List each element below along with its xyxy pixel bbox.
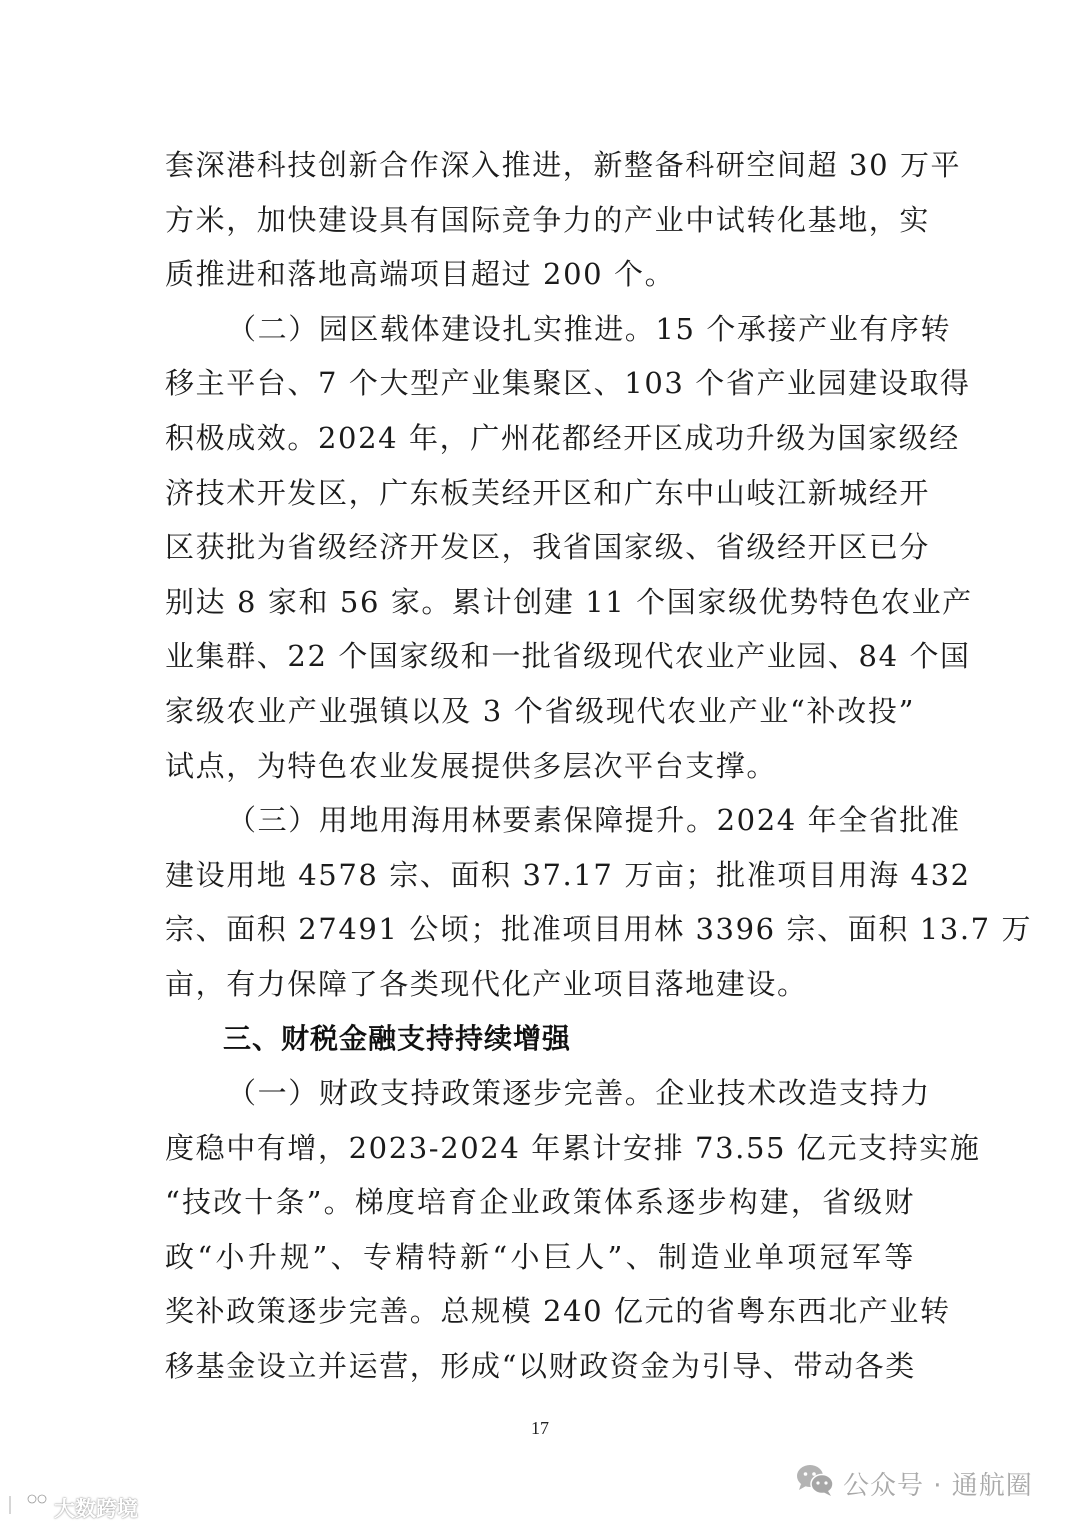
text-line: 奖补政策逐步完善。总规模 240 亿元的省粤东西北产业转: [165, 1294, 951, 1329]
text-line: 度稳中有增，2023-2024 年累计安排 73.55 亿元支持实施: [165, 1130, 981, 1165]
subsection-2-first-line: （二）园区载体建设扎实推进。15 个承接产业有序转: [227, 311, 952, 346]
subsection-1-first-line: （一）财政支持政策逐步完善。企业技术改造支持力: [227, 1076, 931, 1111]
text-line: 政“小升规”、专精特新“小巨人”、制造业单项冠军等: [165, 1239, 915, 1274]
section-heading: 三、财税金融支持持续增强: [223, 1021, 572, 1055]
text-line: 区获批为省级经济开发区，我省国家级、省级经开区已分: [165, 530, 931, 565]
text-line: 别达 8 家和 56 家。累计创建 11 个国家级优势特色农业产: [165, 584, 973, 619]
text-line: 家级农业产业强镇以及 3 个省级现代农业产业“补改投”: [165, 693, 915, 728]
text-line: “技改十条”。梯度培育企业政策体系逐步构建，省级财: [165, 1185, 915, 1220]
wechat-watermark: [795, 1463, 1033, 1504]
body-text: [165, 145, 1033, 1401]
kuajing-watermark-text: 大数跨境: [54, 1496, 138, 1521]
text-line: 套深港科技创新合作深入推进，新整备科研空间超 30 万平: [165, 148, 962, 182]
text-line: 移主平台、7 个大型产业集聚区、103 个省产业园建设取得: [165, 366, 971, 401]
text-line: 济技术开发区，广东板芙经开区和广东中山岐江新城经开: [165, 475, 931, 510]
kuajing-watermark: [6, 1492, 138, 1523]
text-line: 亩，有力保障了各类现代化产业项目落地建设。: [165, 966, 808, 1001]
wechat-watermark-text: 公众号 · 通航圈: [843, 1471, 1033, 1501]
text-line: 业集群、22 个国家级和一批省级现代农业产业园、84 个国: [165, 639, 971, 674]
text-line: 积极成效。2024 年，广州花都经开区成功升级为国家级经: [165, 420, 960, 455]
text-line: 试点，为特色农业发展提供多层次平台支撑。: [165, 748, 778, 783]
page-number: 17: [531, 1418, 549, 1438]
kuajing-logo-icon: [6, 1492, 48, 1523]
text-line: 建设用地 4578 宗、面积 37.17 万亩；批准项目用海 432: [165, 857, 971, 892]
wechat-icon: [795, 1463, 835, 1504]
subsection-3-first-line: （三）用地用海用林要素保障提升。2024 年全省批准: [227, 803, 961, 838]
text-line: 宗、面积 27491 公顷；批准项目用林 3396 宗、面积 13.7 万: [165, 912, 1033, 947]
text-line: 移基金设立并运营，形成“以财政资金为引导、带动各类: [165, 1349, 916, 1384]
text-line: 质推进和落地高端项目超过 200 个。: [165, 257, 676, 292]
text-line: 方米，加快建设具有国际竞争力的产业中试转化基地，实: [165, 202, 931, 237]
